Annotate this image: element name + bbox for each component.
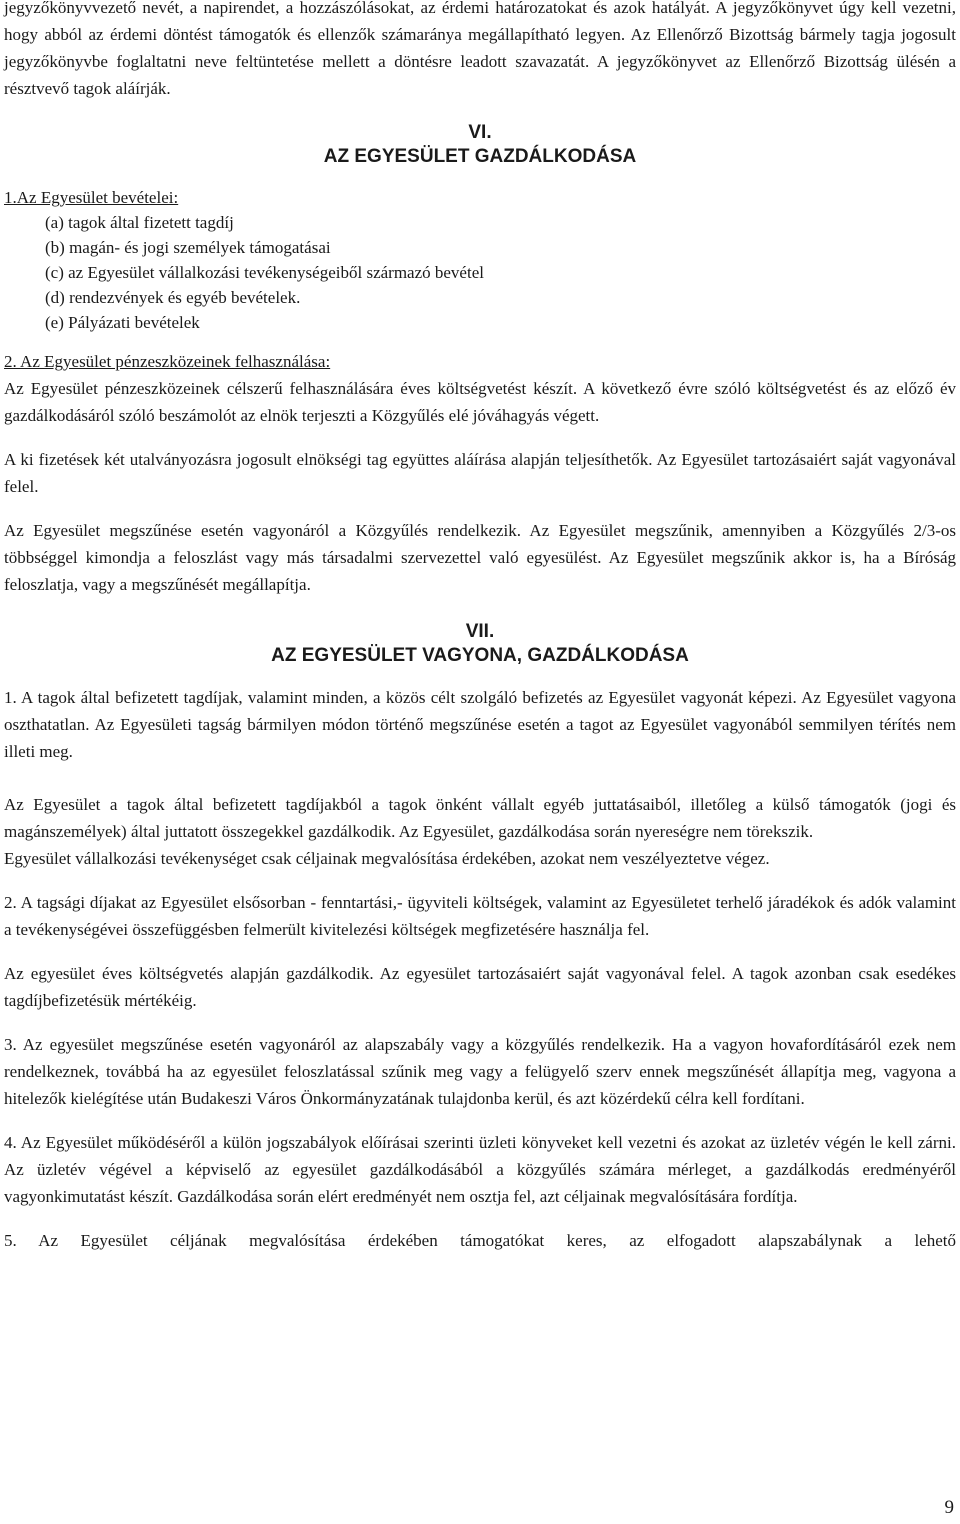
funds-usage-heading: 2. Az Egyesület pénzeszközeinek felhasználása: (4, 352, 331, 371)
income-item-e: (e) Pályázati bevételek (45, 313, 200, 332)
membership-fees-paragraph: 2. A tagsági díjakat az Egyesület elsősorban - fenntartási,- ügyviteli költségek, valamint az Egyesületet terhelő járadékok és adók valamint a tevékenységévei összefüggésben felmerült kivitelezési költségek megfizetésére használja fel. (4, 893, 956, 939)
document-page (4, 0, 956, 1254)
budget-paragraph: Az egyesület éves költségvetés alapján gazdálkodik. Az egyesület tartozásaiért saját vagyonával felel. A tagok azonban csak esedékes tagdíjbefizetésük mértékéig. (4, 964, 956, 1010)
assets-paragraph-1: 1. A tagok által befizetett tagdíjak, valamint minden, a közös célt szolgáló befizetés az Egyesület vagyonát képezi. Az Egyesület vagyona oszthatatlan. Az Egyesületi tagság bármilyen módon történő megszűnése esetén a tagot az Egyesület vagyonából semmilyen térítés nem illeti meg. (4, 688, 956, 761)
section-vi-title: AZ EGYESÜLET GAZDÁLKODÁSA (323, 146, 637, 167)
bookkeeping-paragraph: 4. Az Egyesület működéséről a külön jogszabályok előírásai szerinti üzleti könyveket kell vezetni és azokat az üzletév végén le kell zárni. Az üzletév végével a képviselő az egyesület gazdálkodásából a közgyűlés számára mérleget, a gazdálkodás eredményéről vagyonkimutatást készít. Gazdálkodása során elért eredményét nem osztja fel, azt céljainak megvalósítására fordítja. (4, 1133, 956, 1206)
income-item-a: (a) tagok által fizetett tagdíj (45, 213, 234, 232)
income-item-b: (b) magán- és jogi személyek támogatásai (45, 238, 331, 257)
section-vii-title: AZ EGYESÜLET VAGYONA, GAZDÁLKODÁSA (271, 645, 689, 666)
page-number: 9 (944, 1497, 954, 1518)
assets-paragraph-3: Egyesület vállalkozási tevékenységet csak céljainak megvalósítása érdekében, azokat nem veszélyeztetve végez. (4, 849, 770, 868)
funds-usage-paragraph: Az Egyesület pénzeszközeinek célszerű felhasználására éves költségvetést készít. A következő évre szóló költségvetést és az előző év gazdálkodásáról szóló beszámolót az elnök terjeszti a Közgyűlés elé jóváhagyás végett. (4, 379, 956, 425)
dissolution-paragraph: Az Egyesület megszűnése esetén vagyonáról a Közgyűlés rendelkezik. Az Egyesület megszűnik, amennyiben a Közgyűlés 2/3-os többséggel kimondja a feloszlást vagy más társadalmi szervezettel való egyesülést. Az Egyesület megszűnik akkor is, ha a Bíróság feloszlatja, vagy a megszűnését megállapítja. (4, 521, 956, 594)
income-list (45, 210, 956, 335)
supporters-paragraph: 5. Az Egyesület céljának megvalósítása érdekében támogatókat keres, az elfogadott alapszabálynak a lehető (4, 1231, 956, 1250)
payments-paragraph: A ki fizetések két utalványozásra jogosult elnökségi tag együttes aláírása alapján teljesíthetők. Az Egyesület tartozásaiért saját vagyonával felel. (4, 450, 956, 496)
intro-paragraph: jegyzőkönyvvezető nevét, a napirendet, a hozzászólásokat, az érdemi határozatokat és azok hatályát. A jegyzőkönyvet úgy kell vezetni, hogy abból az érdemi döntést támogatók és ellenzők számaránya megállapítható legyen. Az Ellenőrző Bizottság bármely tagja jogosult jegyzőkönyvbe foglaltatni neve feltüntetése mellett a döntésre leadott szavazatát. A jegyzőkönyvet az Ellenőrző Bizottság ülésén a résztvevő tagok aláírják. (4, 0, 956, 98)
income-heading: 1.Az Egyesület bevételei: (4, 188, 179, 207)
section-vi-number: VI. (468, 122, 492, 143)
dissolution-assets-paragraph: 3. Az egyesület megszűnése esetén vagyonáról az alapszabály vagy a közgyűlés rendelkezik. Ha a vagyon hovafordításáról ezek nem rendelkeznek, továbbá ha az egyesület feloszlatással szűnik meg vagy a felügyelő szerv ennek megszűnését állapítja meg, vagyona a hitelezők kielégítése után Budakeszi Város Önkormányzatának tulajdonba kerül, és azt közérdekű célra kell fordítani. (4, 1035, 956, 1108)
assets-paragraph-2: Az Egyesület a tagok által befizetett tagdíjakból a tagok önként vállalt egyéb juttatásaiból, illetőleg a külső támogatók (jogi és magánszemélyek) által juttatott összegekkel gazdálkodik. Az Egyesület, gazdálkodása során nyereségre nem törekszik. (4, 795, 956, 841)
income-item-d: (d) rendezvények és egyéb bevételek. (45, 288, 301, 307)
section-vii-number: VII. (465, 621, 495, 642)
income-item-c: (c) az Egyesület vállalkozási tevékenységeiből származó bevétel (45, 263, 484, 282)
